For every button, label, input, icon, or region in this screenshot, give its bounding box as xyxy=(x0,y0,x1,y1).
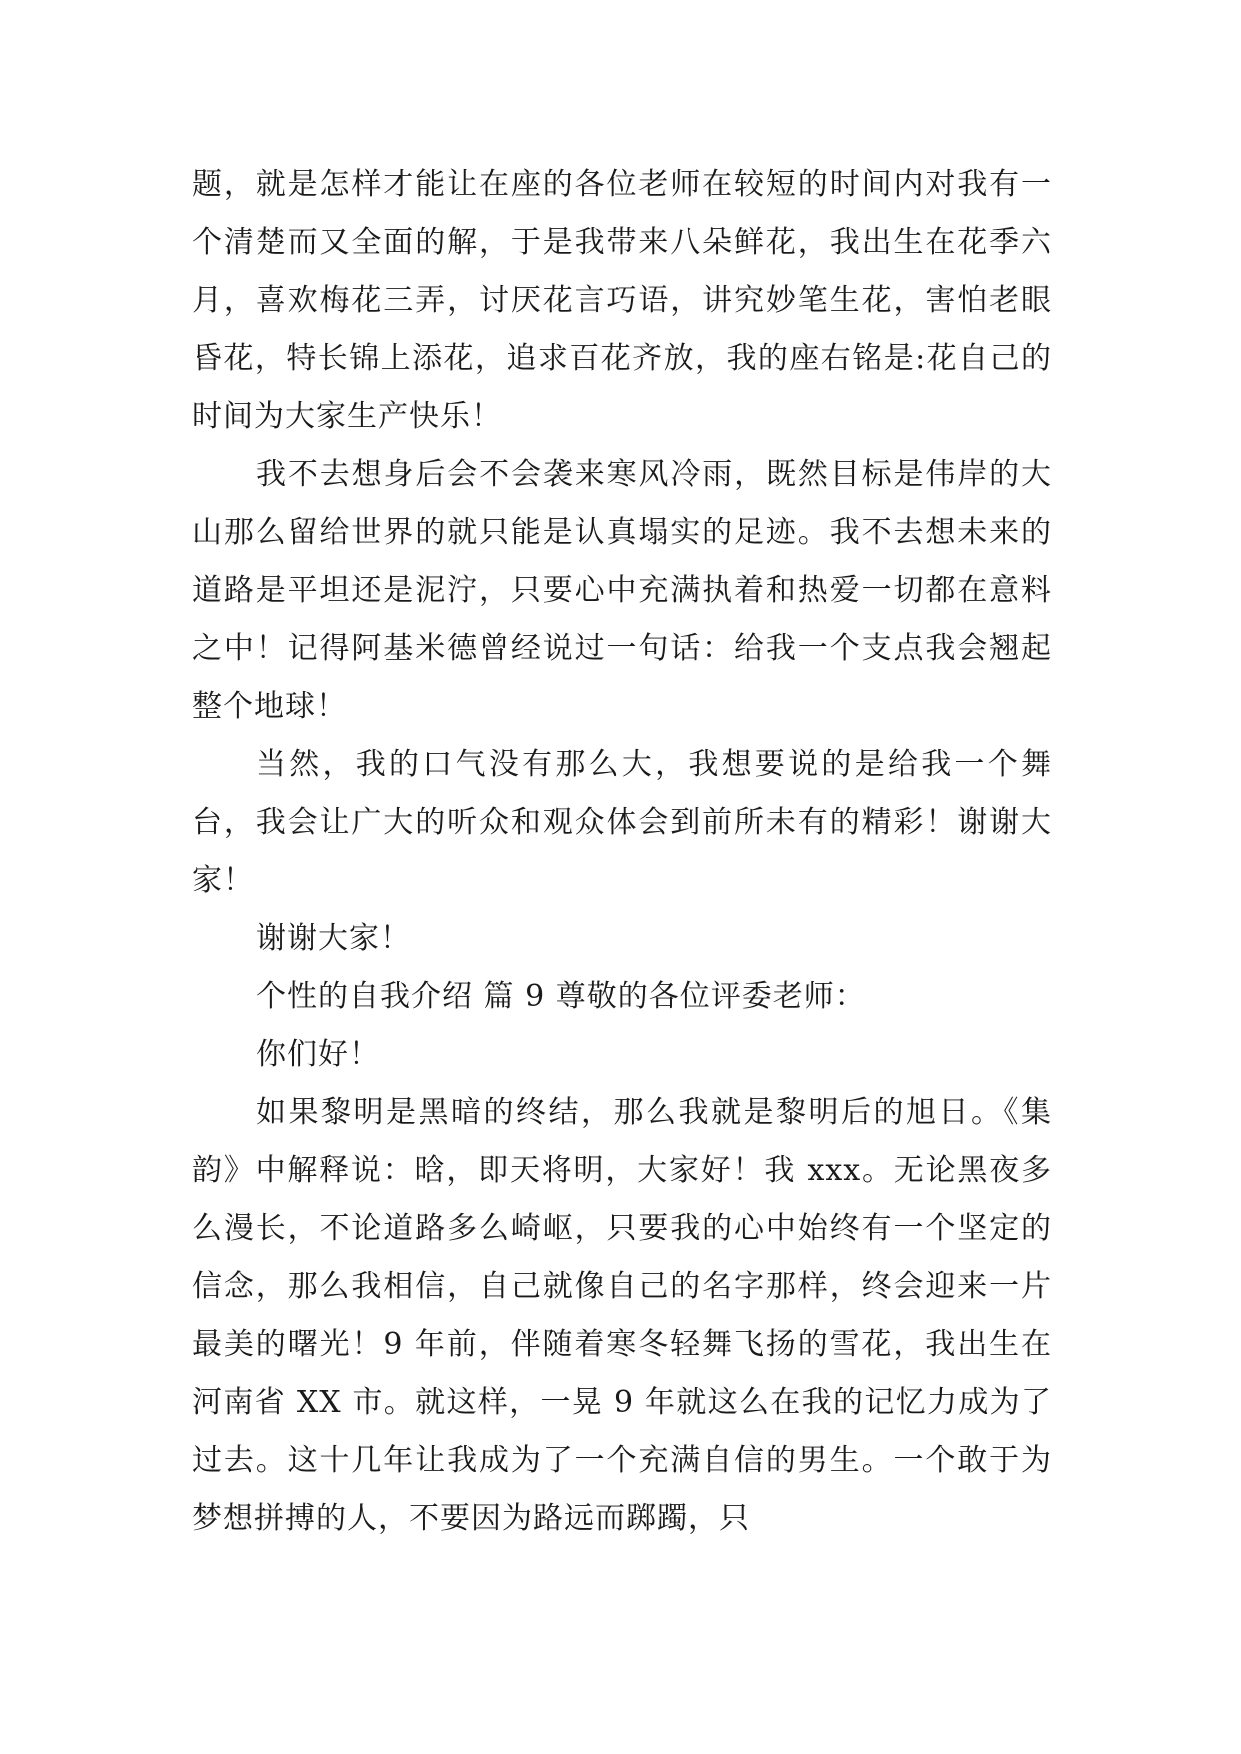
paragraph-dawn: 如果黎明是黑暗的终结，那么我就是黎明后的旭日。《集韵》中解释说：晗，即天将明，大家好！我 xxx。无论黑夜多么漫长，不论道路多么崎岖，只要我的心中始终有一个坚定的信念，那么我相信，自己就像自己的名字那样，终会迎来一片最美的曙光！9 年前，伴随着寒冬轻舞飞扬的雪花，我出生在河南省 XX 市。就这样，一晃 9 年就这么在我的记忆力成为了过去。这十几年让我成为了一个充满自信的男生。一个敢于为梦想拼搏的人，不要因为路远而踯躅，只 xyxy=(192,1095,1052,1536)
paragraph-greeting: 你们好！ xyxy=(256,1037,380,1072)
paragraph-stage: 当然，我的口气没有那么大，我想要说的是给我一个舞台，我会让广大的听众和观众体会到前所未有的精彩！谢谢大家！ xyxy=(192,747,1052,898)
section-heading: 个性的自我介绍 篇 9 尊敬的各位评委老师： xyxy=(256,979,866,1014)
paragraph-intro-flowers: 题，就是怎样才能让在座的各位老师在较短的时间内对我有一个清楚而又全面的解，于是我带来八朵鲜花，我出生在花季六月，喜欢梅花三弄，讨厌花言巧语，讲究妙笔生花，害怕老眼昏花，特长锦上添花，追求百花齐放，我的座右铭是:花自己的时间为大家生产快乐！ xyxy=(192,167,1052,434)
document-body xyxy=(192,156,1052,1548)
paragraph-thanks: 谢谢大家！ xyxy=(256,921,411,956)
paragraph-no-fear: 我不去想身后会不会袭来寒风冷雨，既然目标是伟岸的大山那么留给世界的就只能是认真塌实的足迹。我不去想未来的道路是平坦还是泥泞，只要心中充满执着和热爱一切都在意料之中！记得阿基米德曾经说过一句话：给我一个支点我会翘起整个地球！ xyxy=(192,457,1052,724)
